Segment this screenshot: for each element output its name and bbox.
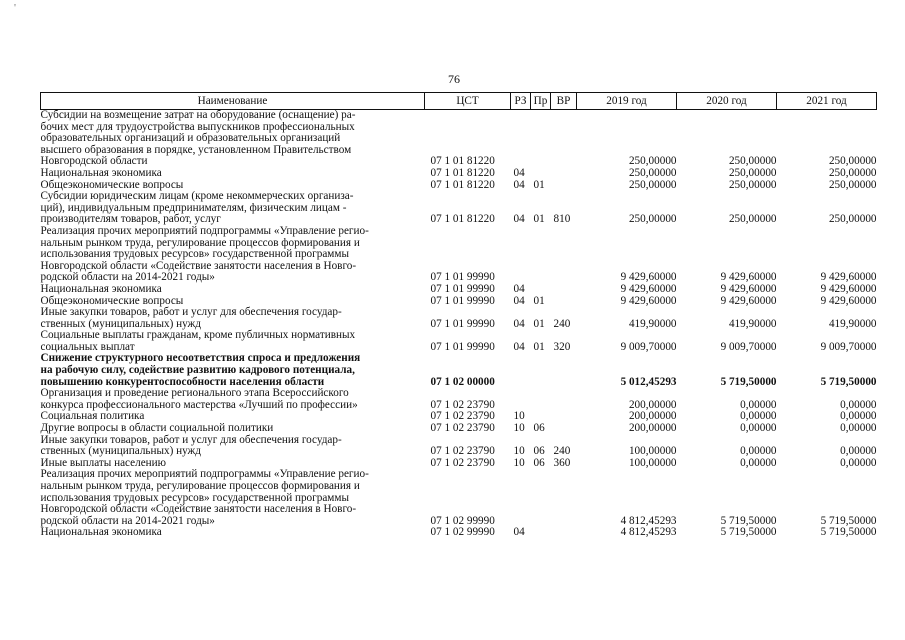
row-rz: 04 xyxy=(513,317,525,330)
table-row xyxy=(41,110,877,168)
row-2021: 250,00000 xyxy=(828,213,877,226)
row-rz xyxy=(511,226,531,284)
header-pr: Пр xyxy=(531,93,551,110)
row-2020: 0,00000 xyxy=(740,410,777,423)
row-cst: 07 1 01 99990 xyxy=(430,294,495,307)
row-2019: 200,00000 xyxy=(628,398,677,411)
row-name xyxy=(41,191,425,226)
row-vr xyxy=(551,469,577,527)
row-pr xyxy=(531,353,551,388)
row-2021: 9 009,70000 xyxy=(820,340,877,353)
row-vr xyxy=(551,423,577,435)
row-name-line: бочих мест для трудоустройства выпускников профессиональных xyxy=(40,120,355,133)
table-body xyxy=(41,110,877,539)
row-2020: 9 429,60000 xyxy=(720,282,777,295)
corner-mark: ' xyxy=(14,2,16,14)
row-name-line: родской области на 2014-2021 годы» xyxy=(40,514,215,527)
budget-table xyxy=(40,92,877,539)
row-name-line: Субсидии на возмещение затрат на оборудование (оснащение) ра- xyxy=(40,109,356,121)
row-vr xyxy=(551,284,577,296)
row-name xyxy=(41,527,425,539)
row-name-line: Общеэкономические вопросы xyxy=(40,178,184,191)
row-cst: 07 1 02 99990 xyxy=(430,526,495,539)
row-2019: 250,00000 xyxy=(628,213,677,226)
row-2020: 5 719,50000 xyxy=(720,375,777,388)
row-vr xyxy=(551,168,577,180)
row-2021: 250,00000 xyxy=(828,166,877,179)
row-2021: 0,00000 xyxy=(840,410,877,423)
row-pr xyxy=(531,469,551,527)
row-2021: 9 429,60000 xyxy=(820,271,877,284)
row-name-line: Иные закупки товаров, работ и услуг для обеспечения государ- xyxy=(40,306,342,319)
row-cst: 07 1 02 23790 xyxy=(430,445,495,458)
row-name-line: родской области на 2014-2021 годы» xyxy=(40,271,215,284)
row-2019: 9 429,60000 xyxy=(620,282,677,295)
row-rz: 10 xyxy=(513,445,525,458)
row-2020: 419,90000 xyxy=(728,317,777,330)
page-number: 76 xyxy=(448,72,460,86)
row-rz xyxy=(511,110,531,168)
row-name xyxy=(41,307,425,330)
row-name xyxy=(41,388,425,411)
row-cst: 07 1 01 81220 xyxy=(430,213,495,226)
row-pr xyxy=(531,226,551,284)
row-rz: 10 xyxy=(513,410,525,423)
row-cst: 07 1 02 23790 xyxy=(430,398,495,411)
row-2019: 200,00000 xyxy=(628,410,677,423)
row-pr: 06 xyxy=(533,445,545,458)
row-name-line: социальных выплат xyxy=(40,340,135,353)
row-rz: 04 xyxy=(513,294,525,307)
row-rz: 10 xyxy=(513,422,525,435)
row-name xyxy=(41,353,425,388)
row-cst: 07 1 02 00000 xyxy=(430,375,495,388)
row-2021: 5 719,50000 xyxy=(820,526,877,539)
row-2020: 0,00000 xyxy=(740,398,777,411)
row-vr xyxy=(551,226,577,284)
row-cst: 07 1 02 99990 xyxy=(430,514,495,527)
row-cst: 07 1 01 99990 xyxy=(430,271,495,284)
row-vr xyxy=(551,388,577,411)
table-row xyxy=(41,284,877,296)
row-vr xyxy=(551,411,577,423)
row-cst: 07 1 02 23790 xyxy=(430,422,495,435)
row-name-line: Общеэкономические вопросы xyxy=(40,294,184,307)
row-2020: 9 429,60000 xyxy=(720,271,777,284)
row-2019: 9 429,60000 xyxy=(620,294,677,307)
row-name-line: Социальные выплаты гражданам, кроме публичных нормативных xyxy=(40,329,356,342)
row-name-line: ций), индивидуальным предпринимателям, физическим лицам - xyxy=(40,201,347,214)
row-2019: 5 012,45293 xyxy=(620,375,677,388)
row-cst: 07 1 02 23790 xyxy=(430,456,495,469)
row-vr: 240 xyxy=(553,317,571,330)
row-name-line: ственных (муниципальных) нужд xyxy=(40,317,201,330)
row-rz xyxy=(511,469,531,527)
row-vr: 320 xyxy=(553,340,571,353)
row-name-line: Другие вопросы в области социальной политики xyxy=(40,422,274,435)
table-row xyxy=(41,435,877,458)
row-name-line: Реализация прочих мероприятий подпрограммы «Управление регио- xyxy=(40,224,369,237)
row-2020: 250,00000 xyxy=(728,178,777,191)
row-2019: 4 812,45293 xyxy=(620,526,677,539)
row-2019: 250,00000 xyxy=(628,166,677,179)
row-name-line: Организация и проведение регионального этапа Всероссийского xyxy=(40,387,349,400)
row-pr: 06 xyxy=(533,456,545,469)
row-name xyxy=(41,330,425,353)
row-2021: 250,00000 xyxy=(828,155,877,168)
row-rz xyxy=(511,388,531,411)
table-row xyxy=(41,423,877,435)
row-name xyxy=(41,110,425,168)
row-2021: 9 429,60000 xyxy=(820,282,877,295)
row-cst: 07 1 01 81220 xyxy=(430,155,495,168)
row-name-line: Национальная экономика xyxy=(40,282,162,295)
row-name-line: высшего образования в порядке, установленном Правительством xyxy=(40,143,352,156)
row-2020: 0,00000 xyxy=(740,456,777,469)
row-rz xyxy=(511,353,531,388)
row-2021: 250,00000 xyxy=(828,178,877,191)
row-rz: 04 xyxy=(513,340,525,353)
row-2020: 0,00000 xyxy=(740,445,777,458)
header-vr: ВР xyxy=(551,93,577,110)
row-name xyxy=(41,423,425,435)
row-pr: 01 xyxy=(533,213,545,226)
row-name xyxy=(41,284,425,296)
row-pr: 01 xyxy=(533,178,545,191)
table-header-row xyxy=(41,93,877,110)
row-name-line: конкурса профессионального мастерства «Лучший по профессии» xyxy=(40,398,358,411)
row-pr xyxy=(531,168,551,180)
row-pr: 01 xyxy=(533,317,545,330)
row-name-line: Иные закупки товаров, работ и услуг для обеспечения государ- xyxy=(40,433,342,446)
row-2019: 250,00000 xyxy=(628,178,677,191)
header-2021: 2021 год xyxy=(777,93,877,110)
row-2020: 250,00000 xyxy=(728,155,777,168)
row-2019: 100,00000 xyxy=(628,445,677,458)
row-2021: 9 429,60000 xyxy=(820,294,877,307)
row-vr: 240 xyxy=(553,445,571,458)
row-2020: 9 009,70000 xyxy=(720,340,777,353)
table-row xyxy=(41,168,877,180)
row-name xyxy=(41,226,425,284)
row-name-line: образовательных организаций и образовательных организаций xyxy=(40,132,341,145)
table-row xyxy=(41,388,877,411)
row-name-line: Национальная экономика xyxy=(40,526,162,539)
row-name-line: ственных (муниципальных) нужд xyxy=(40,445,201,458)
header-2019: 2019 год xyxy=(577,93,677,110)
row-rz: 04 xyxy=(513,178,525,191)
row-pr xyxy=(531,388,551,411)
header-rz: РЗ xyxy=(511,93,531,110)
row-name-line: производителям товаров, работ, услуг xyxy=(40,213,221,226)
table-row xyxy=(41,191,877,226)
row-2019: 200,00000 xyxy=(628,422,677,435)
row-cst: 07 1 01 99990 xyxy=(430,317,495,330)
row-vr: 810 xyxy=(553,213,571,226)
row-name-line: Снижение структурного несоответствия спроса и предложения xyxy=(40,352,361,365)
row-2020: 5 719,50000 xyxy=(720,514,777,527)
row-vr xyxy=(551,180,577,192)
row-name-line: Субсидии юридическим лицам (кроме некоммерческих организа- xyxy=(40,190,354,203)
row-name-line: Новгородской области xyxy=(40,155,148,168)
row-2019: 4 812,45293 xyxy=(620,514,677,527)
row-2020: 0,00000 xyxy=(740,422,777,435)
row-2021: 5 719,50000 xyxy=(820,375,877,388)
row-cst: 07 1 01 81220 xyxy=(430,166,495,179)
row-name-line: Иные выплаты населению xyxy=(40,456,166,469)
table-row xyxy=(41,469,877,527)
table-row xyxy=(41,527,877,539)
row-2021: 419,90000 xyxy=(828,317,877,330)
row-name xyxy=(41,469,425,527)
row-name-line: Национальная экономика xyxy=(40,166,162,179)
row-vr: 360 xyxy=(553,456,571,469)
row-2020: 250,00000 xyxy=(728,213,777,226)
row-cst: 07 1 01 99990 xyxy=(430,282,495,295)
table-row xyxy=(41,307,877,330)
row-rz: 04 xyxy=(513,166,525,179)
row-name-line: Новгородской области «Содействие занятости населения в Новго- xyxy=(40,259,357,272)
row-name-line: повышению конкурентоспособности населения области xyxy=(40,375,325,388)
table-row xyxy=(41,353,877,388)
row-name-line: Реализация прочих мероприятий подпрограммы «Управление регио- xyxy=(40,468,369,481)
row-pr: 06 xyxy=(533,422,545,435)
row-cst: 07 1 02 23790 xyxy=(430,410,495,423)
row-vr xyxy=(551,296,577,308)
row-2021: 0,00000 xyxy=(840,456,877,469)
row-name-line: на рабочую силу, содействие развитию кадрового потенциала, xyxy=(40,364,355,377)
header-2020: 2020 год xyxy=(677,93,777,110)
row-2019: 100,00000 xyxy=(628,456,677,469)
row-pr: 01 xyxy=(533,340,545,353)
row-2020: 9 429,60000 xyxy=(720,294,777,307)
header-cst: ЦСТ xyxy=(425,93,511,110)
row-rz: 04 xyxy=(513,282,525,295)
row-name-line: Социальная политика xyxy=(40,410,145,423)
row-pr xyxy=(531,284,551,296)
row-2020: 250,00000 xyxy=(728,166,777,179)
row-cst: 07 1 01 81220 xyxy=(430,178,495,191)
row-vr xyxy=(551,527,577,539)
row-name-line: использования трудовых ресурсов» государственной программы xyxy=(40,491,349,504)
row-2021: 0,00000 xyxy=(840,422,877,435)
row-2021: 0,00000 xyxy=(840,398,877,411)
table-row xyxy=(41,226,877,284)
row-2021: 0,00000 xyxy=(840,445,877,458)
row-rz: 04 xyxy=(513,526,525,539)
row-pr xyxy=(531,110,551,168)
row-2021: 5 719,50000 xyxy=(820,514,877,527)
row-pr: 01 xyxy=(533,294,545,307)
row-rz: 10 xyxy=(513,456,525,469)
row-name-line: нальным рынком труда, регулирование процессов формирования и xyxy=(40,236,360,249)
row-2019: 419,90000 xyxy=(628,317,677,330)
row-name xyxy=(41,168,425,180)
row-2019: 9 009,70000 xyxy=(620,340,677,353)
header-name: Наименование xyxy=(41,93,425,110)
row-rz: 04 xyxy=(513,213,525,226)
row-2020: 5 719,50000 xyxy=(720,526,777,539)
row-name-line: нальным рынком труда, регулирование процессов формирования и xyxy=(40,480,360,492)
row-name-line: Новгородской области «Содействие занятости населения в Новго- xyxy=(40,503,357,516)
row-name xyxy=(41,435,425,458)
row-vr xyxy=(551,110,577,168)
row-2019: 250,00000 xyxy=(628,155,677,168)
row-vr xyxy=(551,353,577,388)
table-row xyxy=(41,330,877,353)
row-pr xyxy=(531,527,551,539)
row-name-line: использования трудовых ресурсов» государственной программы xyxy=(40,248,349,261)
row-2019: 9 429,60000 xyxy=(620,271,677,284)
row-cst: 07 1 01 99990 xyxy=(430,340,495,353)
